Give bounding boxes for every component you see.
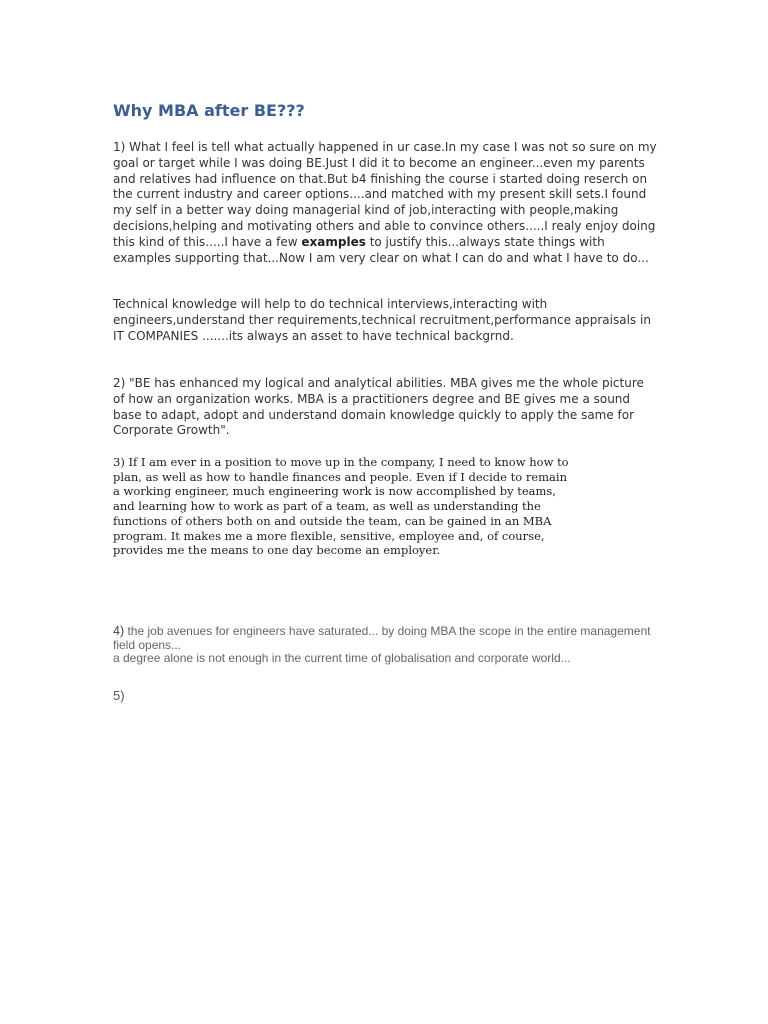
paragraph-4-number: 4) [113,624,125,638]
paragraph-1-text-a: 1) What I feel is tell what actually happened in ur case.In my case I was not so sure on my goal or target while I was doing BE.Just I did it to become an engineer...even my parents and relatives had influence on that.But b4 finishing the course i started doing reserch on the current industry and career options....and matched with my present skill sets.I found my self in a better way doing managerial kind of job,interacting with people,making decisions,helping and motivating others and able to convince others.....I realy enjoy doing this kind of this.....I have a few [113,140,657,249]
paragraph-2: 2) "BE has enhanced my logical and analytical abilities. MBA gives me the whole picture of how an organization works. MBA is a practitioners degree and BE gives me a sound base to adapt, adopt and understand domain knowledge quickly to apply the same for Corporate Growth". [113,376,644,438]
paragraph-4-line-2: a degree alone is not enough in the current time of globalisation and corporate world... [113,651,571,665]
paragraph-1 [113,140,658,266]
paragraph-1-bold-word: examples [301,234,366,249]
paragraph-technical-knowledge: Technical knowledge will help to do technical interviews,interacting with engineers,understand ther requirements,technical recruitment,performance appraisals in IT COMPANIES .......its always an asset to have technical backgrnd. [113,297,651,343]
paragraph-1-text-b: to justify this...always state things with examples supporting that...Now I am very clear on what I can do and what I have to do... [113,234,649,265]
paragraph-4-line-1-text: the job avenues for engineers have saturated... by doing MBA the scope in the entire management field opens... [113,624,651,652]
paragraph-4-line-1 [113,625,658,652]
paragraph-5: 5) [113,688,125,703]
document-title: Why MBA after BE??? [113,101,305,120]
paragraph-4 [113,625,658,666]
paragraph-3: 3) If I am ever in a position to move up in the company, I need to know how to plan, as well as how to handle finances and people. Even if I decide to remain a working engineer, much engineering work is now accomplished by teams, and learning how to work as part of a team, as well as understanding the functions of others both on and outside the team, can be gained in an MBA program. It makes me a more flexible, sensitive, employee and, of course, provides me the means to one day become an employer. [113,455,569,558]
